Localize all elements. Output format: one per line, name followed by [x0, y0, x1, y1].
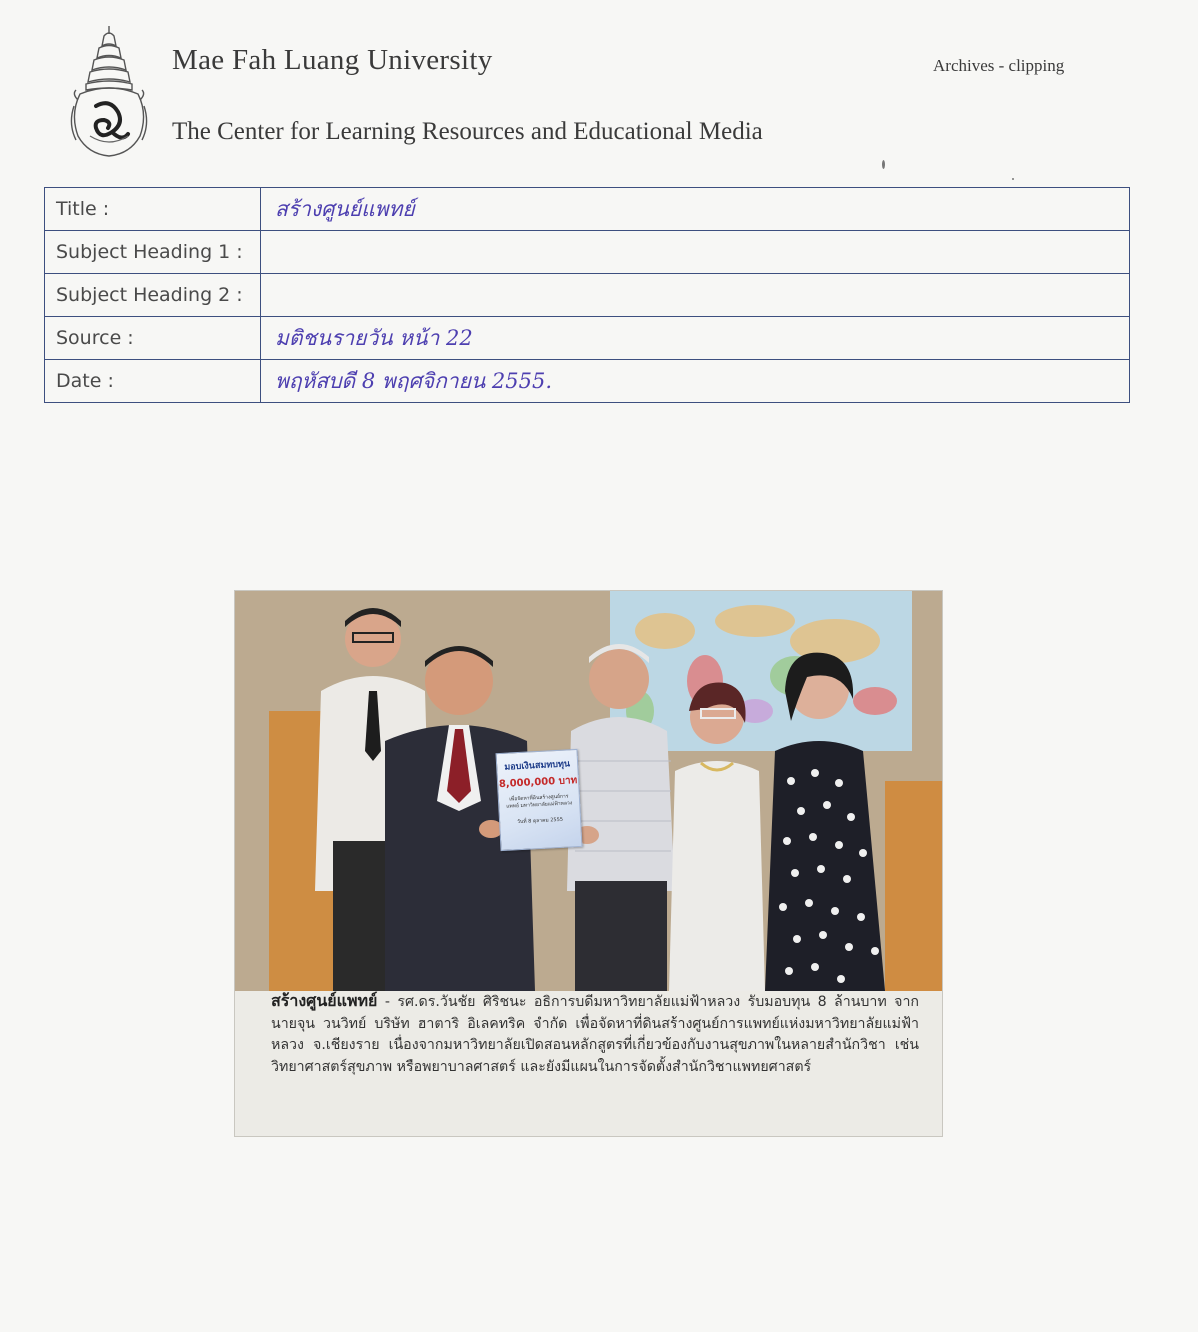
- sign-purpose: เพื่อจัดหาที่ดินสร้างศูนย์การแพทย์ มหาวิทยาลัยแม่ฟ้าหลวง: [506, 793, 573, 810]
- caption-title: สร้างศูนย์แพทย์: [271, 991, 378, 1010]
- caption-body: รศ.ดร.วันชัย ศิริชนะ อธิการบดีมหาวิทยาลัยแม่ฟ้าหลวง รับมอบทุน 8 ล้านบาท จากนายจุน วนวิทย์ บริษัท ฮาตาริ อิเลคทริค จำกัด เพื่อจัดหาที่ดินสร้างศูนย์การแพทย์แห่งมหาวิทยาลัยแม่ฟ้าหลวง จ.เชียงราย เนื่องจากมหาวิทยาลัยเปิดสอนหลักสูตรที่เกี่ยวข้องกับงานสุขภาพในหลายสำนักวิชา เช่น วิทยาศาสตร์สุขภาพ หรือพยาบาลศาสตร์ และยังมีแผนในการจัดตั้งสำนักวิชาแพทยศาสตร์: [271, 994, 920, 1075]
- subject-heading-1-value: [261, 231, 1130, 274]
- sign-date: วันที่ 8 ตุลาคม 2555: [516, 816, 564, 826]
- university-seal-icon: [66, 24, 152, 158]
- title-value: สร้างศูนย์แพทย์: [261, 188, 1130, 231]
- university-name: Mae Fah Luang University: [172, 44, 493, 76]
- archives-label: Archives - clipping: [933, 56, 1065, 75]
- date-value: พฤหัสบดี 8 พฤศจิกายน 2555.: [261, 360, 1130, 403]
- source-value: มติชนรายวัน หน้า 22: [261, 317, 1130, 360]
- clipping-caption: [271, 990, 919, 1078]
- sign-amount: 8,000,000 บาท: [498, 774, 578, 791]
- paper-speck: [1012, 178, 1014, 180]
- center-name: The Center for Learning Resources and Educational Media: [172, 118, 763, 145]
- subject-heading-2-label: Subject Heading 2 :: [45, 274, 261, 317]
- table-row: [45, 231, 1130, 274]
- subject-heading-1-label: Subject Heading 1 :: [45, 231, 261, 274]
- caption-dash: -: [377, 994, 398, 1010]
- paper-speck: [882, 160, 885, 169]
- table-row: [45, 317, 1130, 360]
- donation-sign: [495, 749, 582, 851]
- clipping-photo: [235, 591, 942, 991]
- metadata-table: [44, 187, 1130, 403]
- title-label: Title :: [45, 188, 261, 231]
- date-label: Date :: [45, 360, 261, 403]
- subject-heading-2-value: [261, 274, 1130, 317]
- table-row: [45, 188, 1130, 231]
- table-row: [45, 360, 1130, 403]
- table-row: [45, 274, 1130, 317]
- source-label: Source :: [45, 317, 261, 360]
- sign-heading: มอบเงินสมทบทุน: [504, 759, 571, 773]
- newspaper-clipping: [234, 590, 943, 1137]
